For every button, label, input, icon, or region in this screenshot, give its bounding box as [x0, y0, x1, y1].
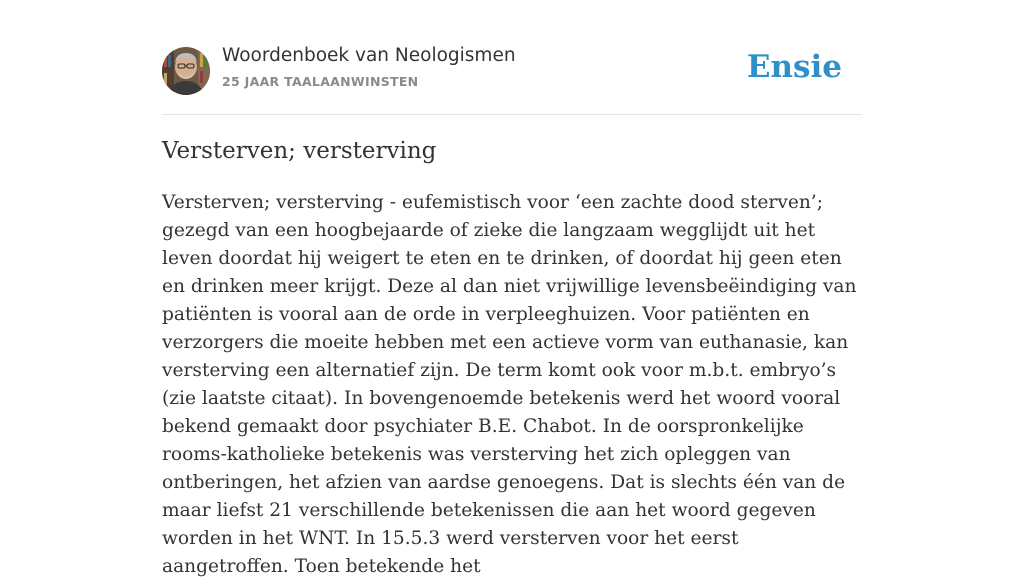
entry-title: Versterven; versterving: [162, 138, 437, 164]
author-portrait-icon: [162, 47, 210, 95]
brand-logo-link[interactable]: Ensie: [746, 49, 842, 85]
entry-body: Versterven; versterving - eufemistisch voor ‘een zachte dood sterven’; gezegd van een hoogbejaarde of zieke die langzaam wegglijdt uit het leven doordat hij weigert te eten en te drinken, of doordat hij geen eten en drinken meer krijgt. Deze al dan niet vrijwillige levensbeëindiging van patiënten is vooral aan de orde in verpleeghuizen. Voor patiënten en verzorgers die moeite hebben met een actieve vorm van euthanasie, kan versterving een alternatief zijn. De term komt ook voor m.b.t. embryo’s (zie laatste citaat). In bovengenoemde betekenis werd het woord vooral bekend gemaakt door psychiater B.E. Chabot. In de oorspronkelijke rooms-katholieke betekenis was versterving het zich opleggen van ontberingen, het afzien van aardse genoegens. Dat is slechts één van de maar liefst 21 verschillende betekenissen die aan het woord gegeven worden in het WNT. In 15.5.3 werd versterven voor het eerst aangetroffen. Toen betekende het: [162, 192, 857, 577]
site-subtitle: 25 JAAR TAALAANWINSTEN: [222, 74, 419, 89]
avatar[interactable]: [162, 47, 210, 95]
header: [162, 0, 862, 115]
page: [162, 0, 862, 577]
site-title-link[interactable]: Woordenboek van Neologismen: [222, 45, 516, 66]
